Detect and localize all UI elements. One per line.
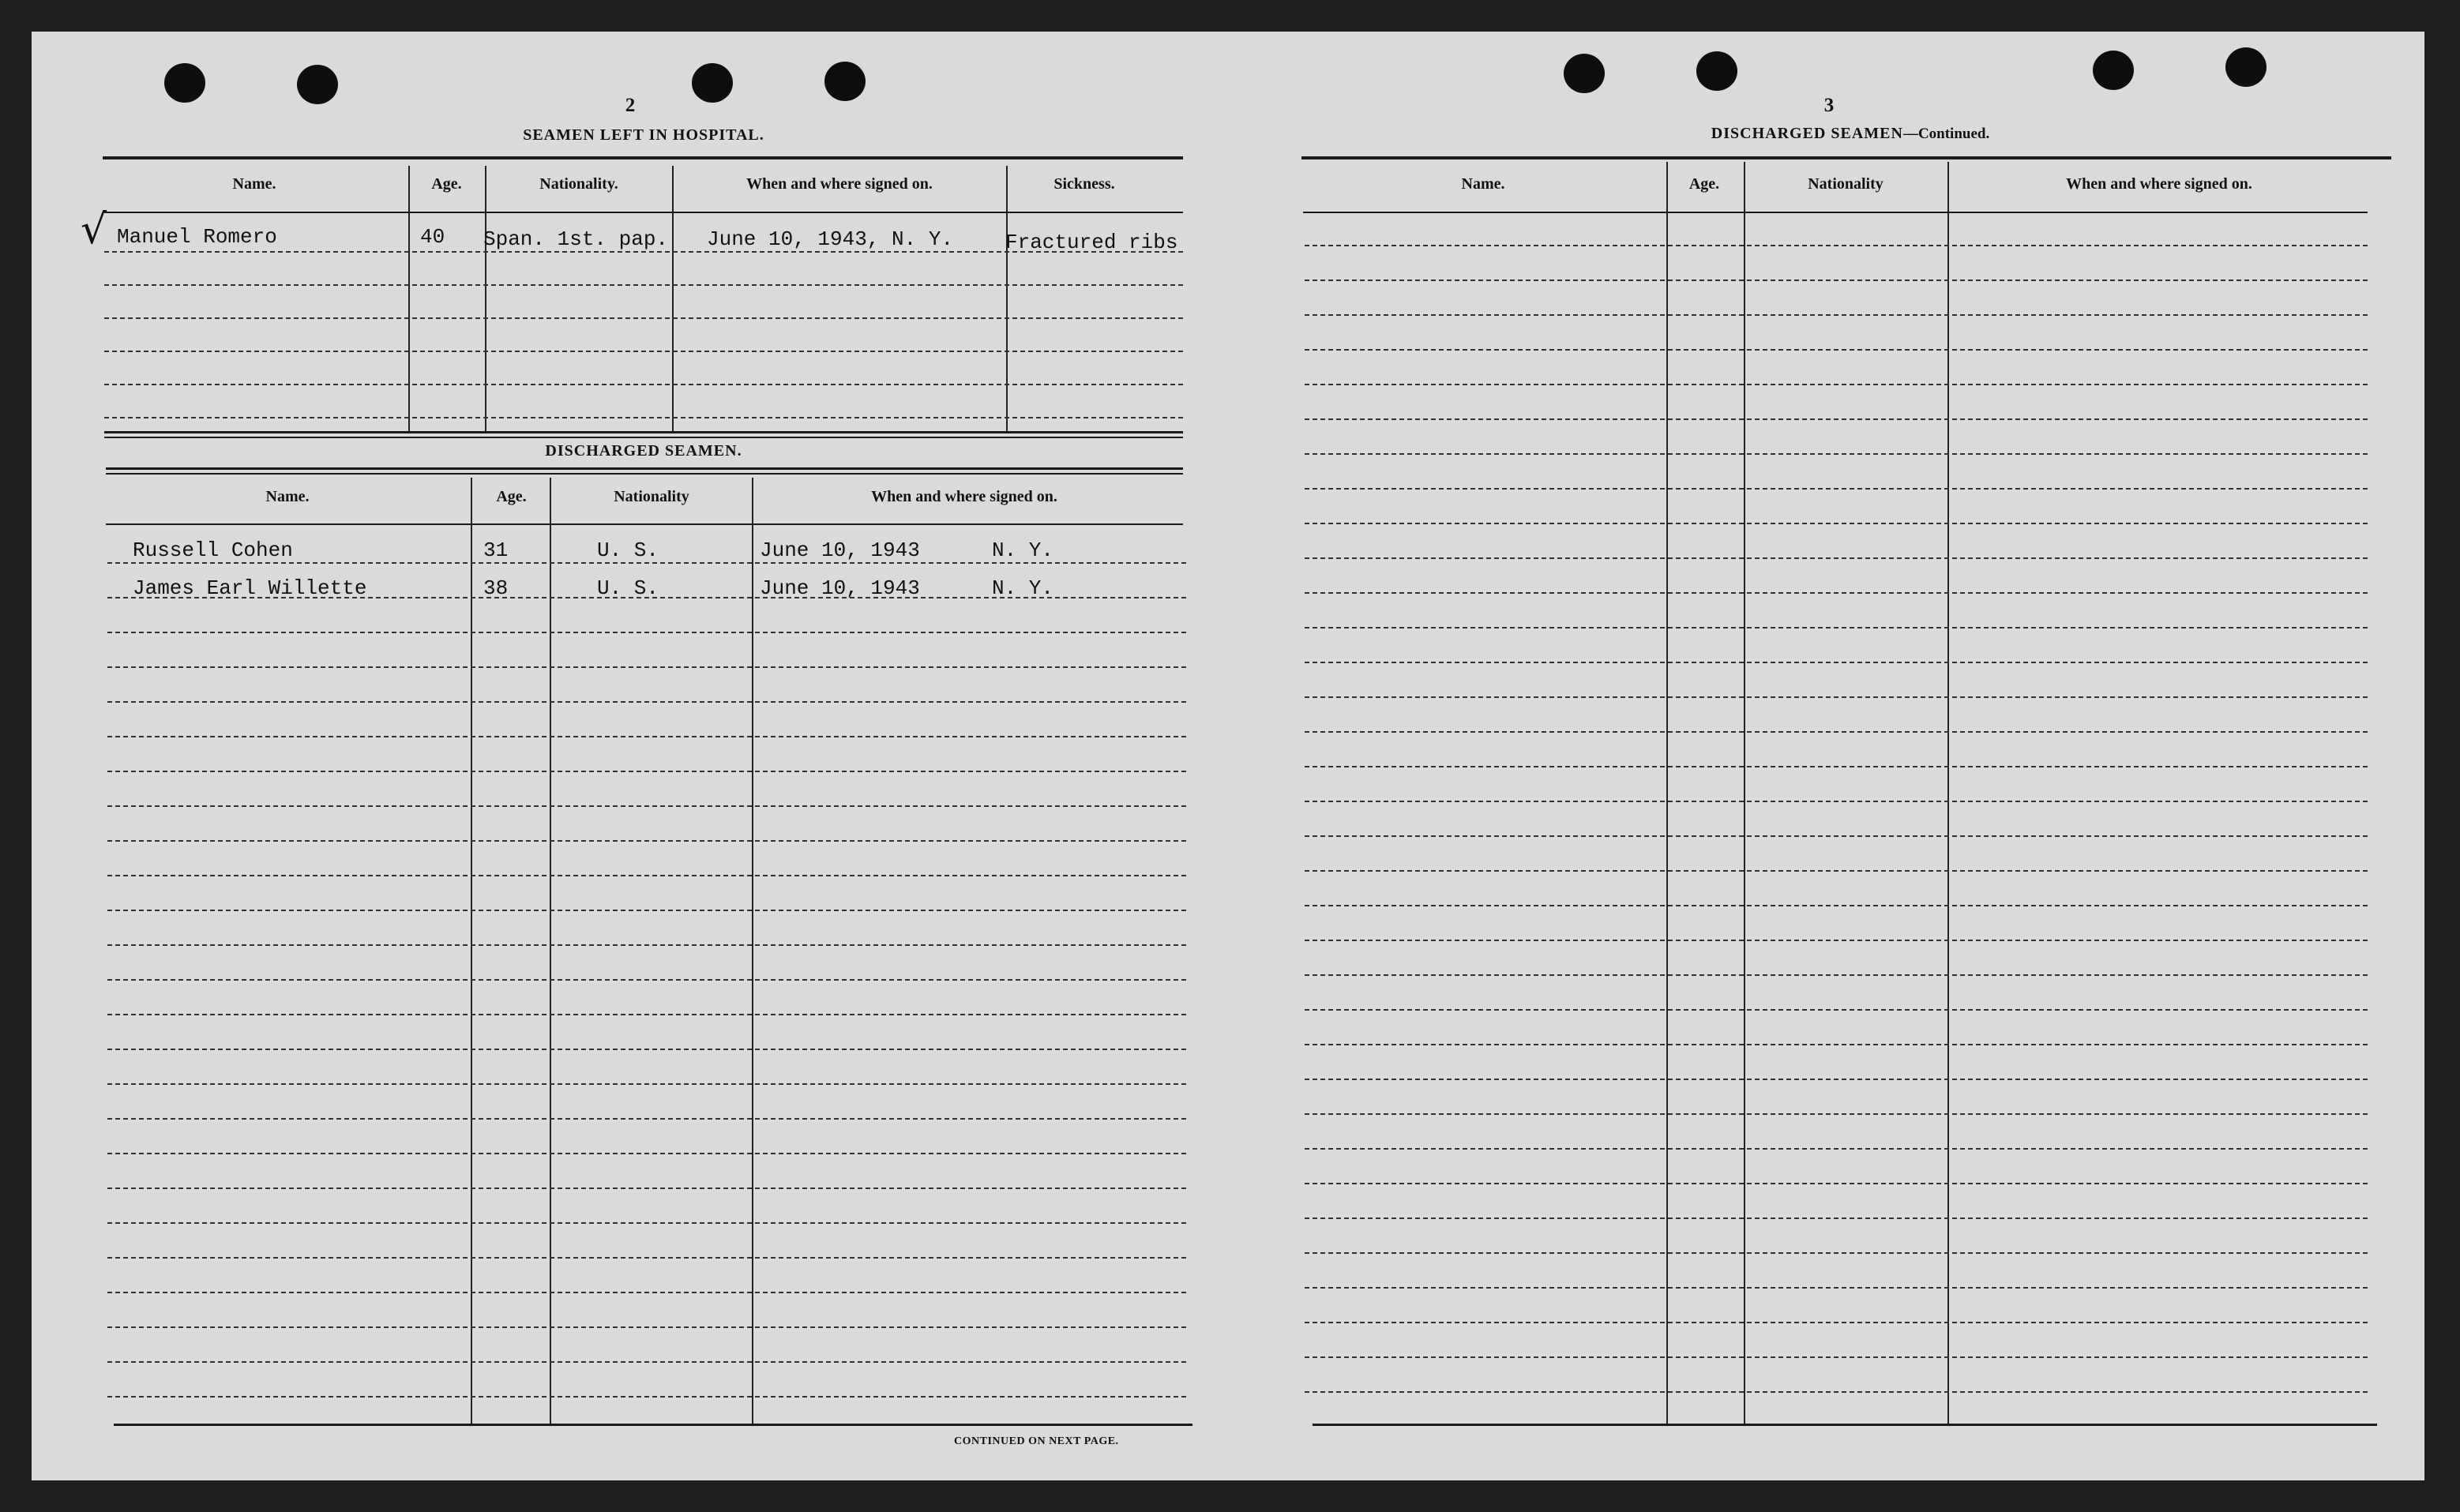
discharged-place-2: N. Y. — [992, 576, 1054, 600]
punch-hole — [824, 62, 866, 101]
hospital-age: 40 — [420, 225, 445, 249]
entry-line — [1305, 731, 2368, 733]
entry-line — [1305, 592, 2368, 594]
right-header-rule — [1303, 212, 2368, 213]
punch-hole — [1564, 54, 1605, 93]
column-divider — [1947, 162, 1949, 1425]
entry-line — [104, 417, 1183, 418]
discharged-top-rule — [106, 467, 1183, 470]
discharged-name-2: James Earl Willette — [133, 576, 367, 600]
discharged-section-title: DISCHARGED SEAMEN. — [545, 442, 742, 460]
col-header-nationality: Nationality — [614, 488, 689, 505]
discharged-age-2: 38 — [483, 576, 509, 600]
col-header-name: Name. — [1461, 175, 1505, 193]
entry-line — [1305, 905, 2368, 906]
entry-line — [1305, 453, 2368, 455]
entry-line — [107, 944, 1186, 946]
column-divider — [672, 166, 674, 431]
page-number-right: 3 — [1823, 95, 1835, 116]
entry-line — [1305, 384, 2368, 385]
entry-line — [107, 1361, 1186, 1363]
entry-line — [1305, 1079, 2368, 1080]
punch-hole — [297, 65, 338, 104]
col-header-signed-on: When and where signed on. — [871, 488, 1057, 505]
entry-line — [107, 701, 1186, 703]
entry-line — [107, 1153, 1186, 1154]
col-header-signed-on: When and where signed on. — [746, 175, 933, 193]
discharged-nationality-1: U. S. — [597, 538, 659, 562]
discharged-top-rule — [106, 473, 1183, 475]
entry-line — [1305, 1356, 2368, 1358]
col-header-age: Age. — [496, 488, 527, 505]
column-divider — [1006, 166, 1008, 431]
entry-line — [107, 562, 1186, 564]
entry-line — [104, 384, 1183, 385]
discharged-age-1: 31 — [483, 538, 509, 562]
entry-line — [1305, 1217, 2368, 1219]
col-header-nationality: Nationality — [1808, 175, 1883, 193]
hospital-bottom-rule — [104, 437, 1183, 438]
entry-line — [1305, 662, 2368, 663]
entry-line — [104, 284, 1183, 286]
punch-hole — [164, 63, 205, 103]
hospital-signed-on: June 10, 1943, N. Y. — [707, 227, 954, 251]
discharged-date-2: June 10, 1943 — [760, 576, 920, 600]
col-header-sickness: Sickness. — [1053, 175, 1115, 193]
page-number-left: 2 — [625, 95, 636, 116]
right-bottom-rule — [1313, 1424, 2377, 1426]
column-divider — [1666, 162, 1668, 1425]
hospital-sickness: Fractured ribs — [1005, 231, 1178, 254]
entry-line — [107, 910, 1186, 911]
entry-line — [107, 840, 1186, 842]
entry-line — [1305, 974, 2368, 976]
entry-line — [107, 1187, 1186, 1189]
entry-line — [1305, 488, 2368, 490]
column-divider — [752, 478, 753, 1425]
discharged-place-1: N. Y. — [992, 538, 1054, 562]
entry-line — [1305, 523, 2368, 524]
entry-line — [107, 666, 1186, 668]
entry-line — [1305, 1113, 2368, 1115]
col-header-age: Age. — [431, 175, 462, 193]
entry-line — [107, 632, 1186, 633]
entry-line — [104, 317, 1183, 319]
left-bottom-rule — [114, 1424, 1192, 1426]
column-divider — [471, 478, 472, 1425]
entry-line — [1305, 1252, 2368, 1254]
entry-line — [1305, 1009, 2368, 1011]
entry-line — [104, 351, 1183, 352]
punch-hole — [2093, 51, 2134, 90]
right-top-rule — [1301, 156, 2391, 159]
entry-line — [107, 1257, 1186, 1259]
hospital-bottom-rule — [104, 431, 1183, 433]
entry-line — [1305, 627, 2368, 628]
entry-line — [107, 736, 1186, 737]
entry-line — [1305, 1044, 2368, 1045]
discharged-continued-title-suffix: —Continued. — [1902, 126, 1990, 142]
punch-hole — [692, 63, 733, 103]
entry-line — [1305, 1183, 2368, 1184]
discharged-continued-title — [1309, 125, 2391, 143]
entry-line — [107, 805, 1186, 807]
entry-line — [107, 1014, 1186, 1015]
entry-line — [1305, 280, 2368, 281]
discharged-continued-title-main: DISCHARGED SEAMEN — [1711, 125, 1903, 142]
column-divider — [1744, 162, 1745, 1425]
entry-line — [107, 1049, 1186, 1050]
column-divider — [408, 166, 410, 431]
entry-line — [1305, 1322, 2368, 1323]
entry-line — [1305, 1287, 2368, 1289]
punch-hole — [2225, 47, 2267, 87]
entry-line — [1305, 766, 2368, 767]
column-divider — [485, 166, 486, 431]
col-header-nationality: Nationality. — [539, 175, 618, 193]
entry-line — [1305, 1148, 2368, 1150]
hospital-section-title: SEAMEN LEFT IN HOSPITAL. — [523, 126, 764, 144]
discharged-header-rule — [106, 523, 1183, 525]
entry-line — [1305, 418, 2368, 420]
entry-line — [1305, 245, 2368, 246]
continued-note: CONTINUED ON NEXT PAGE. — [954, 1435, 1119, 1447]
discharged-name-1: Russell Cohen — [133, 538, 293, 562]
entry-line — [1305, 940, 2368, 941]
entry-line — [107, 1396, 1186, 1398]
entry-line — [1305, 696, 2368, 698]
entry-line — [1305, 835, 2368, 837]
hospital-name: Manuel Romero — [117, 225, 277, 249]
entry-line — [107, 1222, 1186, 1224]
entry-line — [107, 771, 1186, 772]
entry-line — [1305, 314, 2368, 316]
column-divider — [550, 478, 551, 1425]
entry-line — [107, 1118, 1186, 1120]
discharged-nationality-2: U. S. — [597, 576, 659, 600]
entry-line — [1305, 870, 2368, 872]
document-sheet — [32, 32, 2424, 1480]
hospital-top-rule — [103, 156, 1183, 159]
col-header-signed-on: When and where signed on. — [2066, 175, 2252, 193]
entry-line — [107, 979, 1186, 981]
hospital-header-rule — [104, 212, 1183, 213]
entry-line — [1305, 801, 2368, 802]
col-header-age: Age. — [1688, 175, 1720, 193]
entry-line — [1305, 1391, 2368, 1393]
discharged-date-1: June 10, 1943 — [760, 538, 920, 562]
hospital-nationality: Span. 1st. pap. — [483, 227, 669, 251]
col-header-name: Name. — [265, 488, 310, 505]
col-header-name: Name. — [232, 175, 276, 193]
entry-line — [107, 1083, 1186, 1085]
check-mark: √ — [81, 206, 107, 253]
entry-line — [1305, 557, 2368, 559]
entry-line — [107, 1292, 1186, 1293]
punch-hole — [1696, 51, 1737, 91]
entry-line — [107, 875, 1186, 876]
entry-line — [1305, 349, 2368, 351]
entry-line — [107, 1326, 1186, 1328]
